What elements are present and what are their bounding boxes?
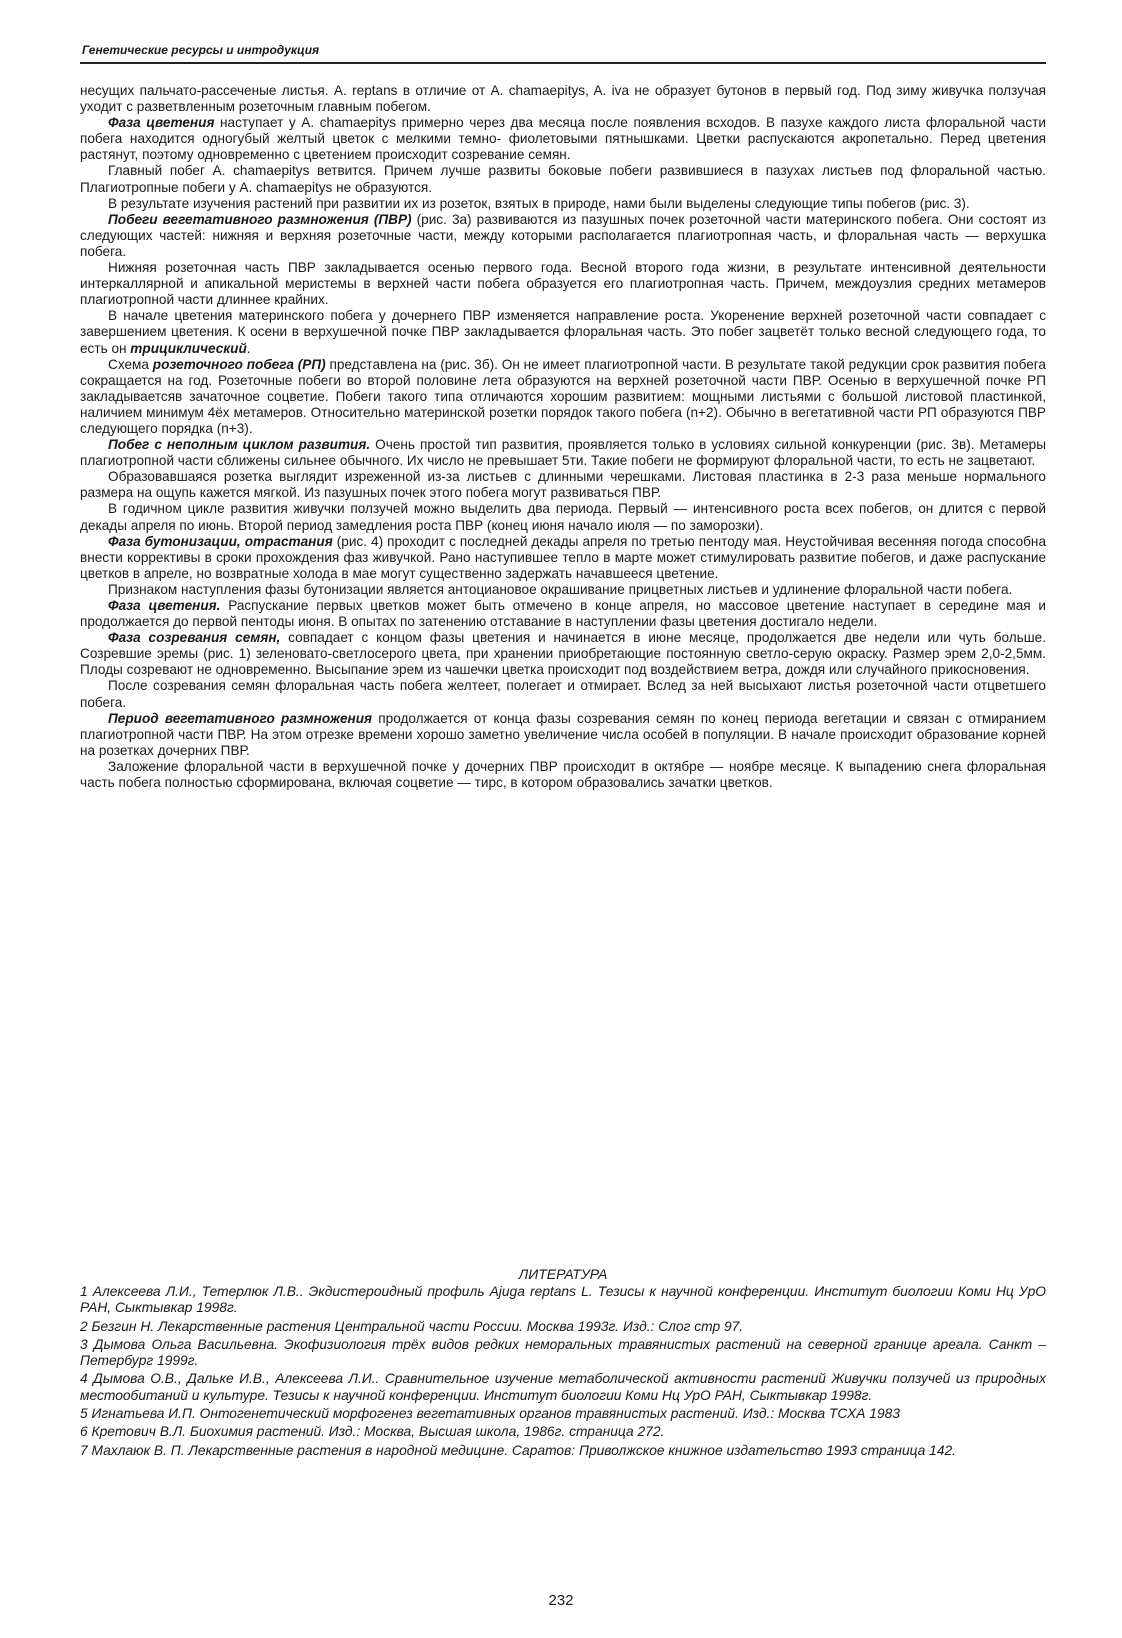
reference-item: 3 Дымова Ольга Васильевна. Экофизиология трёх видов редких неморальных травянистых растений на северной границе ареала. Санкт – Петербург 1999г. bbox=[80, 1336, 1046, 1369]
paragraph bbox=[80, 260, 1046, 308]
references-title: ЛИТЕРАТУРА bbox=[518, 1266, 608, 1282]
paragraph-text: В начале цветения материнского побега у дочернего ПВР изменяется направление роста. Укоренение верхней розеточной части совпадает с завершением цветения. К осени в верхушечной почке ПВР закладывается флоральная часть. Это побег зацветёт только весной следующего года, то есть он bbox=[80, 308, 1046, 356]
paragraph-text: После созревания семян флоральная часть побега желтеет, полегает и отмирает. Вслед за ней высыхают листья розеточной части отцветшего побега. bbox=[80, 678, 1046, 710]
paragraph-text: совпадает с концом фазы цветения и начинается в июне месяце, продолжается две недели или чуть больше. Созревшие эремы (рис. 1) зеленовато-светлосерого цвета, при хранении приобретающие постоянную светло-серую окраску. Размер эрем 2,0-2,5мм. Плоды созревают не одновременно. Высыпание эрем из чашечки цветка происходит под воздействием ветра, дождя или случайного прикосновения. bbox=[80, 630, 1046, 678]
paragraph bbox=[80, 582, 1046, 598]
reference-item: 4 Дымова О.В., Дальке И.В., Алексеева Л.И.. Сравнительное изучение метаболической активности растений Живучки ползучей из природных местообитаний и культуре. Тезисы к научной конференции. Институт биологии Коми Нц УрО РАН, Сыктывкар 1998г. bbox=[80, 1371, 1046, 1403]
paragraph bbox=[80, 534, 1046, 582]
paragraph bbox=[80, 678, 1046, 710]
paragraph-text: продолжается от конца фазы созревания семян по конец периода вегетации и связан с отмиранием плагиотропной части ПВР. На этом отрезке времени хорошо заметно увеличение числа особей в популяции. В начале происходит образование корней на розетках дочерних ПВР. bbox=[80, 710, 1046, 758]
paragraph bbox=[80, 630, 1046, 678]
reference-item: 7 Махлаюк В. П. Лекарственные растения в народной медицине. Саратов: Приволжское книжное издательство 1993 страница 142. bbox=[80, 1442, 957, 1458]
paragraph bbox=[80, 163, 1046, 195]
paragraph bbox=[80, 196, 1046, 212]
paragraph bbox=[80, 357, 1046, 437]
reference-item: 6 Кретович В.Л. Биохимия растений. Изд.: Москва, Высшая школа, 1986г. страница 272. bbox=[80, 1424, 665, 1440]
paragraph-text: Образовавшаяся розетка выглядит изреженной из-за листьев с длинными черешками. Листовая пластинка в 2-3 раза меньше нормального размера на ощупь кажется мягкой. Из пазушных почек этого побега могут развиваться ПВР. bbox=[80, 469, 1046, 501]
article-body bbox=[80, 83, 1046, 791]
paragraph-text: Очень простой тип развития, проявляется только в условиях сильной конкуренции (рис. 3в). Метамеры плагиотропной части сближены сильнее обычного. Их число не превышает 5ти. Такие побеги не формируют флоральной части, то есть не зацветают. bbox=[80, 437, 1046, 469]
paragraph bbox=[80, 115, 1046, 163]
paragraph bbox=[80, 598, 1046, 630]
paragraph-text: несущих пальчато-рассеченые листья. A. reptans в отличие от A. chamaepitys, A. iva не образует бутонов в первый год. Под зиму живучка ползучая уходит с разветвленным розеточным главным побегом. bbox=[80, 83, 1046, 115]
paragraph-text: (рис. 3а) развиваются из пазушных почек розеточной части материнского побега. Они состоят из следующих частей: нижняя и верхняя розеточные части, между которыми располагается плагиотропная часть, и флоральная часть — верхушка побега. bbox=[80, 211, 1046, 259]
paragraph-lead: Побеги вегетативного размножения (ПВР) bbox=[108, 211, 412, 227]
paragraph-text: Главный побег A. chamaepitys ветвится. Причем лучше развиты боковые побеги развившиеся в пазухах листьев под флоральной частью. Плагиотропные побеги у A. chamaepitys не образуются. bbox=[80, 163, 1046, 195]
paragraph-lead: Фаза цветения. bbox=[108, 598, 221, 613]
paragraph-text: Схема bbox=[108, 356, 153, 372]
paragraph bbox=[80, 83, 1046, 115]
running-header: Генетические ресурсы и интродукция bbox=[82, 43, 320, 57]
paragraph-text: наступает у A. chamaepitys примерно через два месяца после появления всходов. В пазухе каждого листа флоральной части побега находится одногубый желтый цветок с мелкими темно- фиолетовыми пятнышками. Цветки распускаются акропетально. Перед цветения растянут, поэтому одновременно с цветением происходит созревание семян. bbox=[80, 115, 1046, 163]
reference-item: 1 Алексеева Л.И., Тетерлюк Л.В.. Экдистероидный профиль Ajuga reptans L. Тезисы к научной конференции. Институт биологии Коми Нц УрО РАН, Сыктывкар 1998г. bbox=[80, 1284, 1046, 1316]
reference-item: 2 Безгин Н. Лекарственные растения Центральной части России. Москва 1993г. Изд.: Слог стр 97. bbox=[80, 1318, 744, 1334]
paragraph bbox=[80, 711, 1046, 759]
paragraph-text: Нижняя розеточная часть ПВР закладывается осенью первого года. Весной второго года жизни, в результате интенсивной деятельности интеркаллярной и апикальной меристемы в верхней части побега образуется его плагиотропная часть. Причем, междоузлия средних метамеров плагиотропной части длиннее крайних. bbox=[80, 260, 1046, 308]
page-number: 232 bbox=[548, 1592, 574, 1609]
paragraph bbox=[80, 501, 1046, 533]
paragraph-lead: Фаза созревания семян, bbox=[108, 630, 281, 646]
paragraph bbox=[80, 212, 1046, 260]
term-bold: розеточного побега (РП) bbox=[152, 356, 326, 372]
term-bold: трициклический bbox=[130, 340, 247, 356]
paragraph-text-continued: представлена на (рис. 3б). Он не имеет плагиотропной части. В результате такой редукции срок развития побега сокращается на год. Розеточные побеги во второй половине лета образуются на верхней розеточной части ПВР. Осенью в верхушечной почке РП закладываетсяв зачаточное соцветие. Побеги такого типа отличаются хорошим развитием: мощными листьями с большой листовой пластинкой, наличием минимум 4ёх метамеров. Относительно материнской розетки порядок такого побега (n+2). Обычно в вегетативной части РП образуются ПВР следующего порядка (n+3). bbox=[80, 356, 1046, 436]
paragraph-lead: Фаза бутонизации, отрастания bbox=[108, 533, 333, 549]
paragraph-tail: . bbox=[246, 340, 251, 356]
paragraph-text: В годичном цикле развития живучки ползучей можно выделить два периода. Первый — интенсивного роста всех побегов, он длится с первой декады апреля по июнь. Второй период замедления роста ПВР (конец июня начало июля — по заморозки). bbox=[80, 501, 1046, 533]
paragraph-text: Признаком наступления фазы бутонизации является антоциановое окрашивание прицветных листьев и удлинение флоральной части побега. bbox=[108, 581, 1013, 597]
reference-item: 5 Игнатьева И.П. Онтогенетический морфогенез вегетативных органов травянистых растений. Изд.: Москва ТСХА 1983 bbox=[80, 1406, 900, 1422]
paragraph bbox=[80, 437, 1046, 469]
paragraph bbox=[80, 759, 1046, 791]
paragraph-lead: Фаза цветения bbox=[108, 115, 215, 131]
paragraph-text: (рис. 4) проходит с последней декады апреля по третью пентоду мая. Неустойчивая весенняя погода способна внести коррективы в сроки прохождения фаз живучкой. Рано наступившее тепло в марте может стимулировать развитие побегов, и даже распускание цветков в апреле, но возвратные холода в мае могут существенно задержать начавшееся цветение. bbox=[80, 533, 1047, 581]
paragraph-text: Распускание первых цветков может быть отмечено в конце апреля, но массовое цветение наступает в середине мая и продолжается до первой пентоды июня. В опытах по затенению отставание в наступлении фазы цветения достигало недели. bbox=[80, 598, 1046, 630]
paragraph-text: Заложение флоральной части в верхушечной почке у дочерних ПВР происходит в октябре — ноябре месяце. К выпадению снега флоральная часть побега полностью сформирована, включая соцветие — тирс, в котором образовались зачатки цветков. bbox=[80, 758, 1046, 791]
paragraph-lead: Период вегетативного размножения bbox=[108, 710, 373, 726]
references-list bbox=[80, 1284, 1046, 1461]
paragraph-lead: Побег с неполным циклом развития. bbox=[108, 437, 371, 453]
header-divider bbox=[80, 62, 1046, 64]
paragraph-text: В результате изучения растений при развитии их из розеток, взятых в природе, нами были выделены следующие типы побегов (рис. 3). bbox=[108, 195, 970, 211]
paragraph bbox=[80, 308, 1046, 356]
paragraph bbox=[80, 469, 1046, 501]
